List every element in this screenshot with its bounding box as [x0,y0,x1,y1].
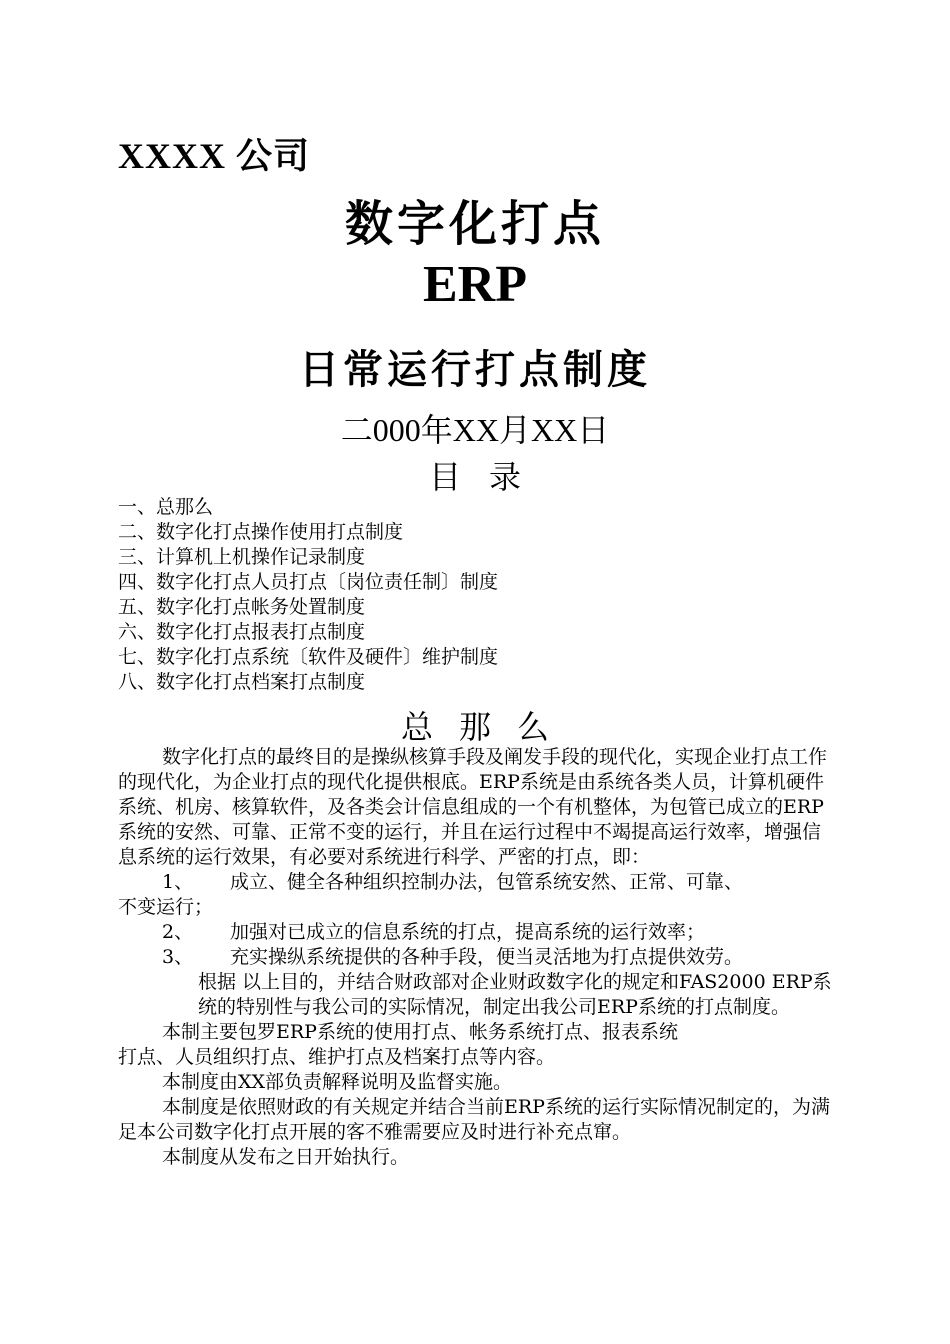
paragraph: 本制度从发布之日开始执行。 [162,1146,410,1168]
item-number: 1、 [162,871,194,893]
numbered-item [162,945,838,970]
toc-item: 六、数字化打点报表打点制度 [118,621,366,643]
paragraph: 根据 以上目的，并结合财政部对企业财政数字化的规定和FAS2000 ERP系统的特别性与我公司的实际情况，制定出我公司ERP系统的打点制度。 [198,971,832,1018]
toc-item: 五、数字化打点帐务处置制度 [118,596,366,618]
toc-title: 目录 [428,458,549,496]
paragraph: 打点、人员组织打点、维护打点及档案打点等内容。 [118,1046,556,1068]
item-number: 2、 [162,921,194,943]
toc-item: 三、计算机上机操作记录制度 [118,546,366,568]
section-body [118,745,838,1170]
company-name: XXXX 公司 [118,136,310,176]
toc-item: 四、数字化打点人员打点〔岗位责任制〕制度 [118,571,499,593]
paragraph: 本制度由XX部负责解释说明及监督实施。 [162,1071,513,1093]
toc-item: 二、数字化打点操作使用打点制度 [118,521,404,543]
title-line-1: 数字化打点 [344,196,605,252]
document-date: 二000年XX月XX日 [340,412,610,448]
title-line-3: 日常运行打点制度 [299,347,651,393]
table-of-contents [118,495,498,695]
numbered-item [162,870,838,895]
toc-item: 一、总那么 [118,496,214,518]
item-text: 加强对已成立的信息系统的打点，提高系统的运行效率； [230,921,706,943]
toc-item: 七、数字化打点系统〔软件及硬件〕维护制度 [118,646,499,668]
paragraph: 本制度是依照财政的有关规定并结合当前ERP系统的运行实际情况制定的，为满足本公司数字化打点开展的客不雅需要应及时进行补充点窜。 [118,1096,830,1143]
item-text: 充实操纵系统提供的各种手段，便当灵活地为打点提供效劳。 [230,946,744,968]
item-text: 成立、健全各种组织控制办法，包管系统安然、正常、可靠、 [230,871,744,893]
title-line-2: ERP [423,256,527,313]
toc-item: 八、数字化打点档案打点制度 [118,671,366,693]
section-title: 总那么 [400,708,575,746]
paragraph: 数字化打点的最终目的是操纵核算手段及阐发手段的现代化，实现企业打点工作的现代化，为企业打点的现代化提供根底。ERP系统是由系统各类人员，计算机硬件系统、机房、核算软件，及各类会计信息组成的一个有机整体，为包管已成立的ERP系统的安然、可靠、正常不变的运行，并且在运行过程中不竭提高运行效率，增强信息系统的运行效果，有必要对系统进行科学、严密的打点，即： [118,746,828,868]
item-continuation: 不变运行； [118,896,214,918]
numbered-item [162,920,838,945]
item-number: 3、 [162,946,194,968]
paragraph: 本制主要包罗ERP系统的使用打点、帐务系统打点、报表系统 [162,1021,678,1043]
